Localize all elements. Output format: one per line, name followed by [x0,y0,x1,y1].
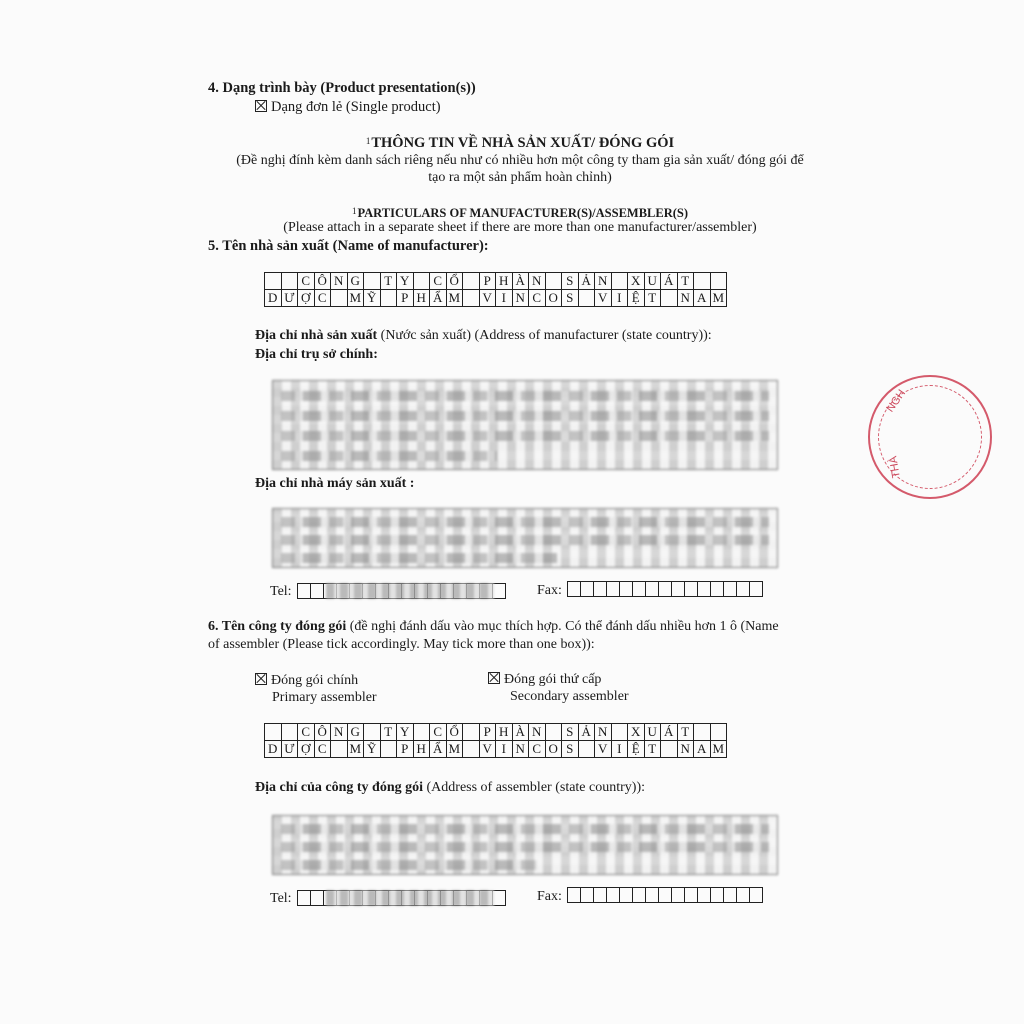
assembler-tel-redacted [326,890,494,906]
letter-cell[interactable]: S [562,290,579,307]
letter-cell[interactable]: X [628,724,645,741]
info-vn-note-2: tạo ra một sản phẩm hoàn chỉnh) [428,170,612,185]
manufacturer-address-label [255,328,712,344]
section5-heading: 5. Tên nhà sản xuất (Name of manufacturer): [208,238,489,254]
letter-cell[interactable]: T [644,290,661,307]
primary-assembler-en: Primary assembler [272,690,377,705]
digit-box[interactable] [580,887,594,903]
letter-cell[interactable]: P [397,741,414,758]
letter-cell[interactable] [265,273,282,290]
head-office-address-redacted [272,380,778,470]
letter-cell[interactable]: N [677,741,694,758]
letter-cell[interactable]: Ợ [298,290,315,307]
secondary-assembler-en: Secondary assembler [510,689,629,704]
letter-cell[interactable] [710,273,727,290]
digit-box[interactable] [736,887,750,903]
letter-cell[interactable]: G [347,273,364,290]
section6-heading-bold: 6. Tên công ty đóng gói [208,619,347,634]
digit-box[interactable] [593,887,607,903]
letter-cell[interactable]: C [298,724,315,741]
letter-cell[interactable]: H [496,724,513,741]
section6-heading-rest: (đề nghị đánh dấu vào mục thích hợp. Có thể đánh dấu nhiều hơn 1 ô (Name [346,619,779,634]
manufacturer-name-row-2 [265,290,727,307]
info-vn-title-line [150,135,890,152]
letter-cell[interactable]: Y [397,724,414,741]
letter-cell[interactable] [281,273,298,290]
letter-cell[interactable]: À [512,273,529,290]
letter-cell[interactable]: N [331,273,348,290]
letter-cell[interactable]: Ư [281,741,298,758]
primary-assembler-vn: Đóng gói chính [271,673,359,688]
letter-cell[interactable] [578,290,595,307]
digit-box[interactable] [697,581,711,597]
letter-cell[interactable]: M [347,741,364,758]
assembler-address-label-bold: Địa chỉ của công ty đóng gói [255,780,424,795]
letter-cell[interactable]: T [380,273,397,290]
letter-cell[interactable]: C [529,290,546,307]
letter-cell[interactable]: N [529,273,546,290]
assembler-address-label-rest: (Address of assembler (state country)): [423,780,645,795]
letter-cell[interactable] [331,290,348,307]
letter-cell[interactable]: A [694,290,711,307]
assembler-name-row-1 [265,724,727,741]
factory-address-redacted [272,508,778,568]
letter-cell[interactable] [380,290,397,307]
letter-cell[interactable]: V [595,290,612,307]
manufacturer-tel-label: Tel: [270,584,292,599]
letter-cell[interactable] [413,273,430,290]
digit-box[interactable] [310,583,324,599]
letter-cell[interactable]: U [644,273,661,290]
letter-cell[interactable]: I [611,741,628,758]
letter-cell[interactable]: Y [397,273,414,290]
letter-cell[interactable]: C [314,741,331,758]
digit-box[interactable] [684,887,698,903]
single-product-label: Dạng đơn lẻ (Single product) [271,99,441,115]
letter-cell[interactable]: C [314,290,331,307]
letter-cell[interactable] [463,741,480,758]
letter-cell[interactable]: À [512,724,529,741]
digit-box[interactable] [671,581,685,597]
letter-cell[interactable] [611,724,628,741]
checked-box-icon[interactable] [255,673,267,685]
letter-cell[interactable]: I [496,741,513,758]
letter-cell[interactable] [545,724,562,741]
head-office-label: Địa chỉ trụ sở chính: [255,347,378,362]
letter-cell[interactable]: Ổ [446,724,463,741]
assembler-fax-boxes[interactable] [568,887,763,903]
letter-cell[interactable]: P [397,290,414,307]
digit-box[interactable] [658,581,672,597]
letter-cell[interactable]: C [529,741,546,758]
letter-cell[interactable]: Ổ [446,273,463,290]
digit-box[interactable] [567,887,581,903]
letter-cell[interactable] [661,741,678,758]
section6-heading [208,619,779,635]
letter-cell[interactable]: X [628,273,645,290]
letter-cell[interactable]: V [595,741,612,758]
letter-cell[interactable] [413,724,430,741]
digit-box[interactable] [749,581,763,597]
letter-cell[interactable] [710,724,727,741]
checked-box-icon[interactable] [488,672,500,684]
digit-box[interactable] [723,887,737,903]
letter-cell[interactable]: N [512,741,529,758]
digit-box[interactable] [632,887,646,903]
letter-cell[interactable]: V [479,741,496,758]
manufacturer-name-row-1 [265,273,727,290]
info-en-title: PARTICULARS OF MANUFACTURER(S)/ASSEMBLER(S) [357,206,689,220]
letter-cell[interactable] [463,724,480,741]
digit-box[interactable] [697,887,711,903]
digit-box[interactable] [645,581,659,597]
letter-cell[interactable]: Ả [578,724,595,741]
digit-box[interactable] [671,887,685,903]
digit-box[interactable] [632,581,646,597]
letter-cell[interactable]: N [677,290,694,307]
letter-cell[interactable]: Ư [281,290,298,307]
letter-cell[interactable]: T [677,724,694,741]
letter-cell[interactable]: Ô [314,273,331,290]
letter-cell[interactable]: T [677,273,694,290]
letter-cell[interactable]: C [298,273,315,290]
digit-box[interactable] [736,581,750,597]
manufacturer-name-grid[interactable] [264,272,727,307]
assembler-tel-label: Tel: [270,891,292,906]
digit-box[interactable] [749,887,763,903]
letter-cell[interactable]: S [562,724,579,741]
letter-cell[interactable]: N [331,724,348,741]
letter-cell[interactable] [694,273,711,290]
digit-box[interactable] [567,581,581,597]
assembler-name-row-2 [265,741,727,758]
letter-cell[interactable] [265,724,282,741]
letter-cell[interactable]: P [479,273,496,290]
section4-heading: 4. Dạng trình bày (Product presentation(s)) [208,80,476,96]
letter-cell[interactable]: M [347,290,364,307]
digit-box[interactable] [645,887,659,903]
letter-cell[interactable]: V [479,290,496,307]
manufacturer-address-label-rest: (Nước sản xuất) (Address of manufacturer (state country)): [377,328,712,343]
letter-cell[interactable] [364,724,381,741]
letter-cell[interactable]: C [430,273,447,290]
assembler-name-grid[interactable] [264,723,727,758]
digit-box[interactable] [492,890,506,906]
letter-cell[interactable]: Ệ [628,290,645,307]
letter-cell[interactable] [694,724,711,741]
letter-cell[interactable] [545,273,562,290]
letter-cell[interactable] [281,724,298,741]
letter-cell[interactable]: Á [661,273,678,290]
letter-cell[interactable]: M [446,290,463,307]
letter-cell[interactable]: Ỹ [364,741,381,758]
letter-cell[interactable] [463,290,480,307]
section6-heading-line-2: of assembler (Please tick accordingly. May tick more than one box)): [208,637,595,652]
letter-cell[interactable]: N [529,724,546,741]
letter-cell[interactable] [364,273,381,290]
footnote-marker: 1 [351,206,357,216]
assembler-address-redacted [272,815,778,875]
letter-cell[interactable] [380,741,397,758]
digit-box[interactable] [658,887,672,903]
digit-box[interactable] [710,887,724,903]
letter-cell[interactable] [463,273,480,290]
digit-box[interactable] [492,583,506,599]
single-product-option[interactable] [255,99,441,116]
manufacturer-tel-redacted [326,583,494,599]
secondary-assembler-vn: Đóng gói thứ cấp [504,672,602,687]
letter-cell[interactable]: Ệ [628,741,645,758]
assembler-address-label [255,780,645,796]
footnote-marker: 1 [365,136,371,146]
letter-cell[interactable]: G [347,724,364,741]
letter-cell[interactable]: A [694,741,711,758]
digit-box[interactable] [619,581,633,597]
letter-cell[interactable]: P [479,724,496,741]
letter-cell[interactable]: Á [661,724,678,741]
letter-cell[interactable]: Ỹ [364,290,381,307]
digit-box[interactable] [723,581,737,597]
letter-cell[interactable]: I [611,290,628,307]
letter-cell[interactable]: N [595,724,612,741]
assembler-fax-label: Fax: [537,889,562,904]
letter-cell[interactable]: D [265,290,282,307]
digit-box[interactable] [297,890,311,906]
primary-assembler-option[interactable] [255,673,358,689]
letter-cell[interactable] [331,741,348,758]
letter-cell[interactable]: Ẩ [430,290,447,307]
digit-box[interactable] [606,887,620,903]
letter-cell[interactable] [611,273,628,290]
letter-cell[interactable]: S [562,741,579,758]
letter-cell[interactable]: T [644,741,661,758]
letter-cell[interactable]: C [430,724,447,741]
letter-cell[interactable]: I [496,290,513,307]
letter-cell[interactable]: Ả [578,273,595,290]
letter-cell[interactable]: H [413,290,430,307]
info-en-note: (Please attach in a separate sheet if there are more than one manufacturer/assembler) [283,220,757,235]
digit-box[interactable] [297,583,311,599]
info-vn-note-1: (Đề nghị đính kèm danh sách riêng nếu như có nhiều hơn một công ty tham gia sản xuất/ đóng gói để [236,153,804,168]
info-en-title-line [150,206,890,221]
letter-cell[interactable]: D [265,741,282,758]
digit-box[interactable] [710,581,724,597]
manufacturer-fax-label: Fax: [537,583,562,598]
manufacturer-address-label-bold: Địa chỉ nhà sản xuất [255,328,378,343]
digit-box[interactable] [593,581,607,597]
secondary-assembler-option[interactable] [488,672,601,688]
checked-box-icon[interactable] [255,100,267,112]
letter-cell[interactable]: N [595,273,612,290]
company-stamp [868,375,992,499]
digit-box[interactable] [580,581,594,597]
info-vn-title: THÔNG TIN VỀ NHÀ SẢN XUẤT/ ĐÓNG GÓI [371,135,675,151]
letter-cell[interactable]: U [644,724,661,741]
letter-cell[interactable]: M [710,290,727,307]
letter-cell[interactable]: H [496,273,513,290]
letter-cell[interactable]: M [446,741,463,758]
letter-cell[interactable]: M [710,741,727,758]
letter-cell[interactable]: Ẩ [430,741,447,758]
digit-box[interactable] [310,890,324,906]
stamp-text-bottom: THÀ [887,455,903,479]
letter-cell[interactable] [578,741,595,758]
letter-cell[interactable]: S [562,273,579,290]
digit-box[interactable] [684,581,698,597]
letter-cell[interactable]: O [545,290,562,307]
letter-cell[interactable]: T [380,724,397,741]
letter-cell[interactable]: Ợ [298,741,315,758]
stamp-text-top: NGH [884,387,909,415]
factory-address-label: Địa chỉ nhà máy sản xuất : [255,476,415,491]
digit-box[interactable] [606,581,620,597]
digit-box[interactable] [619,887,633,903]
letter-cell[interactable]: N [512,290,529,307]
letter-cell[interactable]: H [413,741,430,758]
letter-cell[interactable]: Ô [314,724,331,741]
manufacturer-fax-boxes[interactable] [568,581,763,597]
letter-cell[interactable]: O [545,741,562,758]
letter-cell[interactable] [661,290,678,307]
